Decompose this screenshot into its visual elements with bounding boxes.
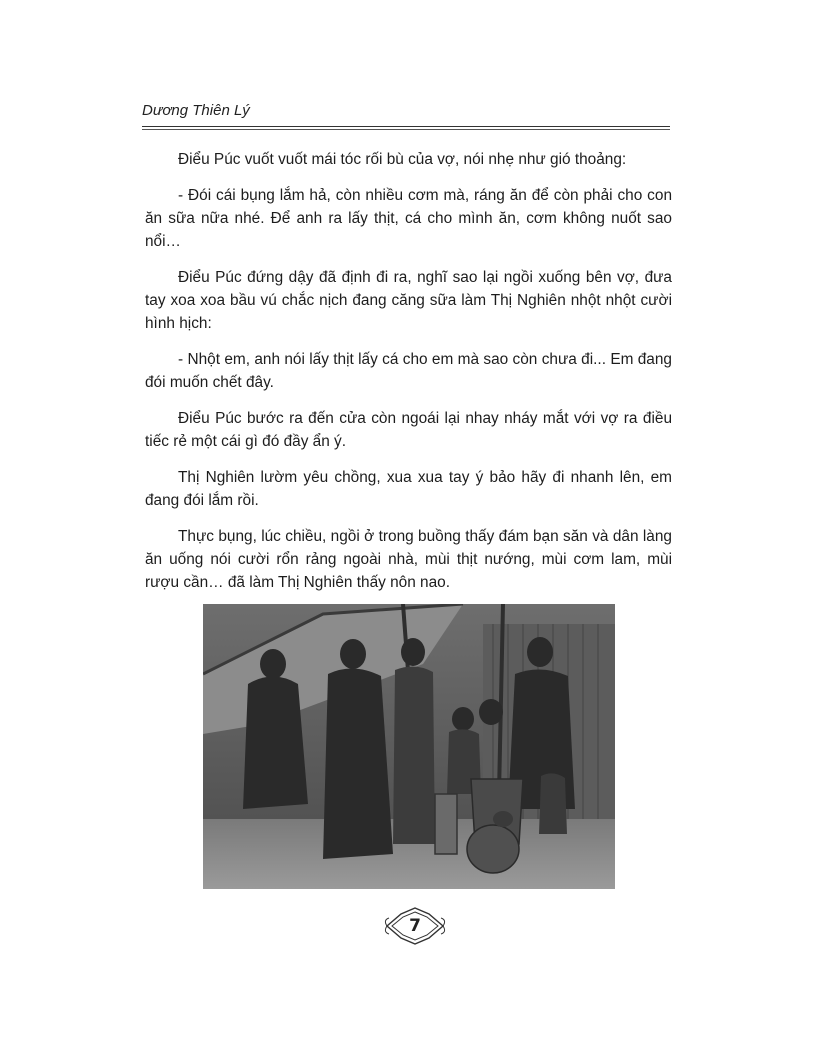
header-rule [142, 126, 670, 127]
header-rule-thin [142, 129, 670, 130]
running-header [142, 96, 670, 130]
paragraph: Điểu Púc bước ra đến cửa còn ngoái lại nhay nháy mắt với vợ ra điều tiếc rẻ một cái gì đó đầy ẩn ý. [145, 410, 672, 450]
paragraph: Điểu Púc đứng dậy đã định đi ra, nghĩ sao lại ngồi xuống bên vợ, đưa tay xoa xoa bầu vú chắc nịch đang căng sữa làm Thị Nghiên nhột nhột cười hình hịch: [145, 269, 672, 332]
paragraph: Thực bụng, lúc chiều, ngồi ở trong buồng thấy đám bạn săn và dân làng ăn uống nói cười rổn rảng ngoài nhà, mùi thịt nướng, mùi cơm lam, mùi rượu cần… đã làm Thị Nghiên thấy nôn nao. [145, 528, 672, 591]
paragraph: - Nhột em, anh nói lấy thịt lấy cá cho em mà sao còn chưa đi... Em đang đói muốn chết đây. [145, 351, 672, 391]
page-number: 7 [409, 916, 421, 936]
illustration-photo [203, 604, 615, 889]
paragraph: Thị Nghiên lườm yêu chồng, xua xua tay ý bảo hãy đi nhanh lên, em đang đói lắm rồi. [145, 469, 672, 509]
header-author: Dương Thiên Lý [142, 102, 250, 119]
body-text [145, 148, 672, 607]
paragraph: Điểu Púc vuốt vuốt mái tóc rối bù của vợ, nói nhẹ như gió thoảng: [178, 151, 627, 168]
photo-villagers-icon [203, 604, 615, 889]
paragraph: - Đói cái bụng lắm hả, còn nhiều cơm mà, ráng ăn để còn phải cho con ăn sữa nữa nhé. Để anh ra lấy thịt, cá cho mình ăn, cơm không nuốt sao nổi… [145, 187, 672, 250]
page-number-badge [383, 906, 447, 946]
